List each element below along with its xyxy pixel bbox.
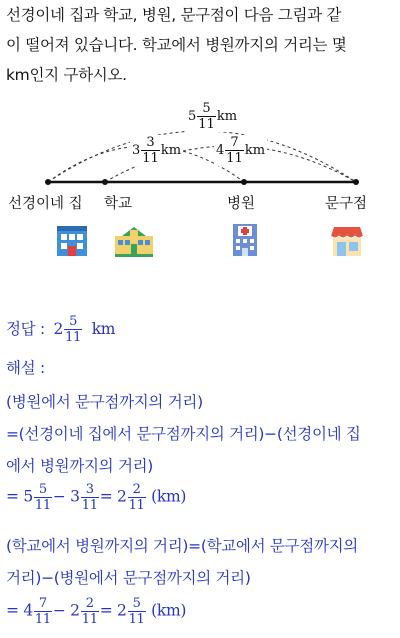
answer-unit: km — [91, 320, 116, 338]
solution-label: 해설 : — [6, 359, 45, 377]
answer-line: 정답 : 2 $\frac{5}{11}$ km — [6, 314, 116, 345]
school-icon — [114, 224, 154, 258]
solution-line-5: 거리)−(병원에서 문구점까지의 거리) — [6, 569, 251, 587]
question-text — [6, 0, 398, 90]
question-line-2: 이 떨어져 있습니다. 학교에서 병원까지의 거리는 몇 — [6, 36, 347, 54]
point-store — [353, 179, 359, 185]
label-store: 문구점 — [325, 196, 368, 212]
label-home: 선경이네 집 — [8, 196, 83, 212]
solution-equation-1: = 5 $\frac{5}{11}$ − 3 $\frac{3}{11}$ = 2 $\frac{2}{11}$ (km) — [6, 482, 187, 513]
point-hospital — [241, 179, 247, 185]
solution-line-4: (학교에서 병원까지의 거리)=(학교에서 문구점까지의 — [6, 537, 358, 555]
arc-label-home-store: 5 $\frac{5}{11}$ km — [188, 101, 238, 132]
hospital-icon — [232, 222, 258, 258]
arc-home-to-store — [48, 131, 356, 182]
question-line-1: 선경이네 집과 학교, 병원, 문구점이 다음 그림과 같 — [6, 6, 342, 24]
store-icon — [330, 224, 364, 258]
point-home — [45, 179, 51, 185]
solution-line-3: 에서 병원까지의 거리) — [6, 457, 154, 475]
point-school — [102, 179, 108, 185]
arc-label-home-hospital: 3 $\frac{3}{11}$ km — [132, 135, 182, 166]
label-school: 학교 — [104, 196, 133, 212]
arc-label-school-store: 4 $\frac{7}{11}$ km — [216, 135, 266, 166]
label-hospital: 병원 — [227, 196, 256, 212]
question-line-3: km인지 구하시오. — [6, 66, 127, 84]
solution-equation-2: = 4 $\frac{7}{11}$ − 2 $\frac{2}{11}$ = 2 $\frac{5}{11}$ (km) — [6, 596, 187, 627]
solution-line-1: (병원에서 문구점까지의 거리) — [6, 393, 203, 411]
solution-line-2: =(선경이네 집에서 문구점까지의 거리)−(선경이네 집 — [6, 425, 361, 443]
house-icon — [55, 224, 89, 258]
answer-whole: 2 — [53, 320, 64, 338]
answer-label: 정답 : — [6, 320, 45, 338]
